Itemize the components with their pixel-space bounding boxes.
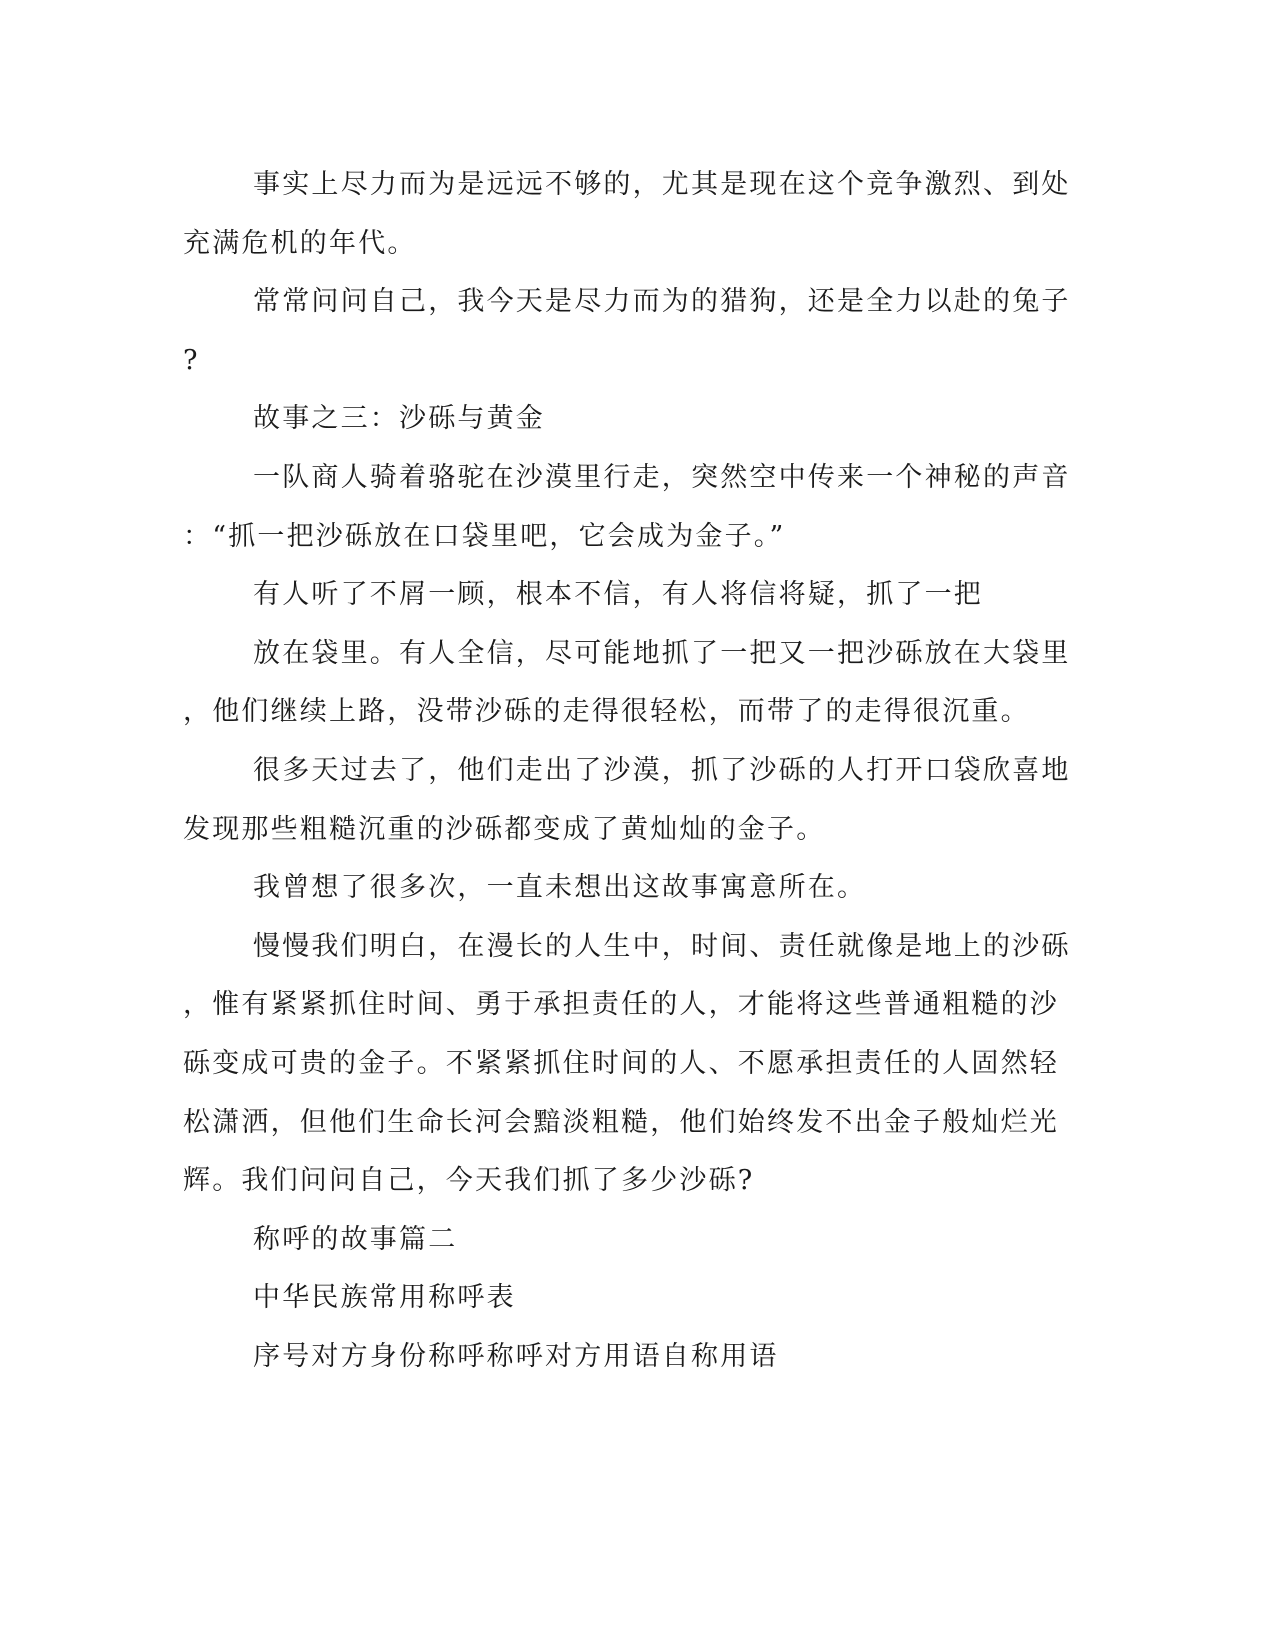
document-body — [183, 156, 1071, 1386]
section-heading: 故事之三：沙砾与黄金 — [253, 403, 545, 435]
paragraph-line: 放在袋里。有人全信，尽可能地抓了一把又一把沙砾放在大袋里 — [253, 637, 1071, 669]
table-title: 中华民族常用称呼表 — [253, 1282, 516, 1314]
paragraph-line: 慢慢我们明白，在漫长的人生中，时间、责任就像是地上的沙砾 — [253, 930, 1071, 962]
paragraph-line: 发现那些粗糙沉重的沙砾都变成了黄灿灿的金子。 — [183, 813, 826, 845]
paragraph-line: 我曾想了很多次，一直未想出这故事寓意所在。 — [253, 872, 867, 904]
paragraph-line: ：“抓一把沙砾放在口袋里吧，它会成为金子。” — [183, 520, 786, 552]
table-header-line: 序号对方身份称呼称呼对方用语自称用语 — [253, 1340, 779, 1372]
section-heading: 称呼的故事篇二 — [253, 1223, 458, 1255]
paragraph-line: 辉。我们问问自己，今天我们抓了多少沙砾? — [183, 1165, 755, 1197]
paragraph-line: ，惟有紧紧抓住时间、勇于承担责任的人，才能将这些普通粗糙的沙 — [183, 989, 1059, 1021]
paragraph-line: 一队商人骑着骆驼在沙漠里行走，突然空中传来一个神秘的声音 — [253, 461, 1071, 493]
paragraph-line: 松潇洒，但他们生命长河会黯淡粗糙，他们始终发不出金子般灿烂光 — [183, 1106, 1059, 1138]
paragraph-line: 砾变成可贵的金子。不紧紧抓住时间的人、不愿承担责任的人固然轻 — [183, 1047, 1059, 1079]
paragraph-line: 充满危机的年代。 — [183, 227, 417, 259]
paragraph-line: 很多天过去了，他们走出了沙漠，抓了沙砾的人打开口袋欣喜地 — [253, 754, 1071, 786]
paragraph-line: ? — [183, 344, 200, 376]
paragraph-line: 事实上尽力而为是远远不够的，尤其是现在这个竞争激烈、到处 — [253, 169, 1071, 200]
paragraph-line: ，他们继续上路，没带沙砾的走得很轻松，而带了的走得很沉重。 — [183, 696, 1030, 728]
paragraph-line: 有人听了不屑一顾，根本不信，有人将信将疑，抓了一把 — [253, 579, 983, 611]
paragraph-line: 常常问问自己，我今天是尽力而为的猎狗，还是全力以赴的兔子 — [253, 286, 1071, 318]
